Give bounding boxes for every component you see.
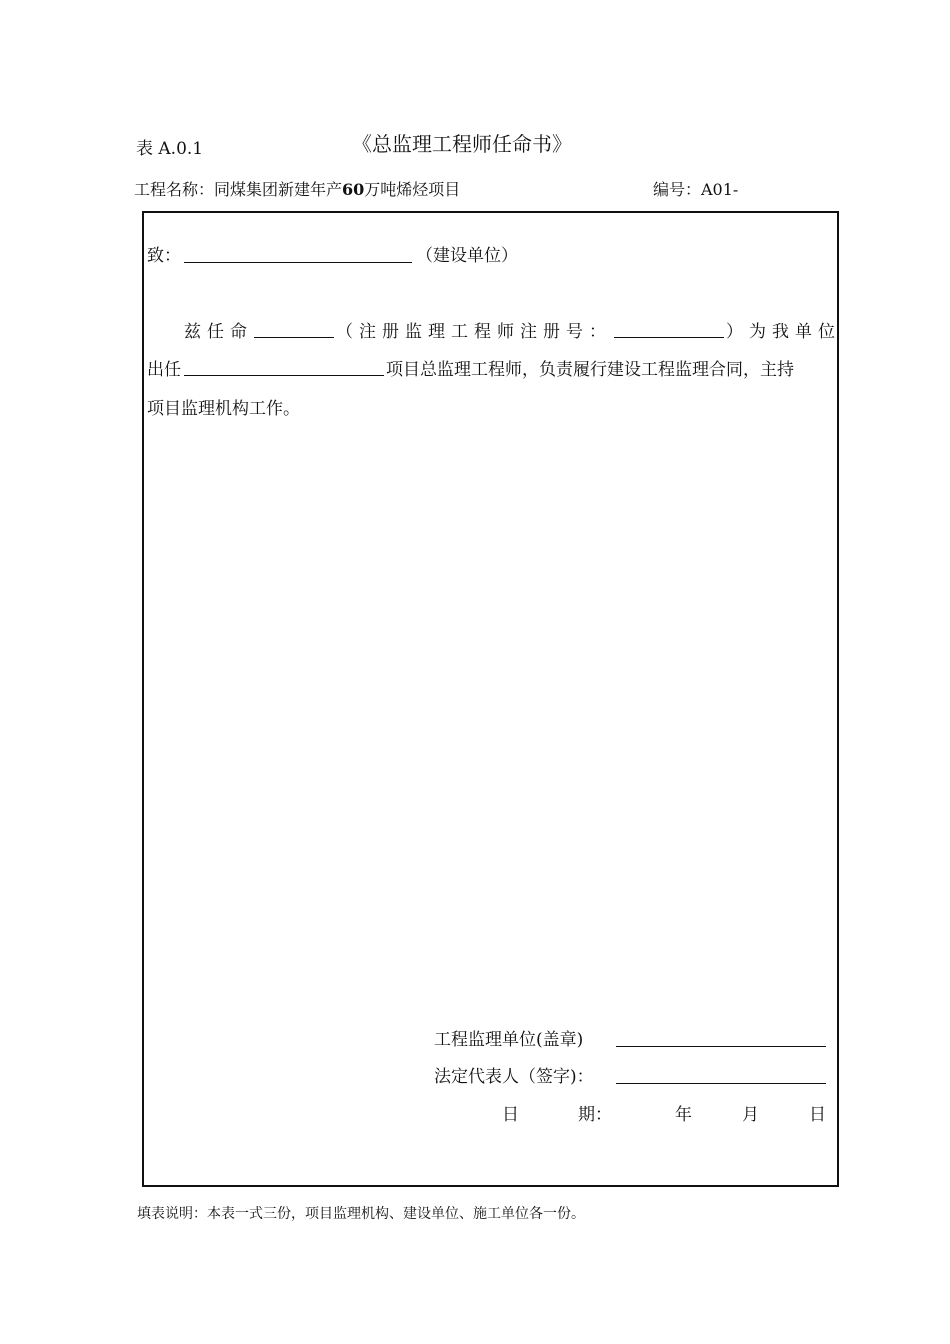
table-number: 表 A.0.1 <box>136 139 204 159</box>
project-label: 工程名称：同煤集团新建年产 <box>134 180 343 199</box>
supervision-unit-blank[interactable] <box>616 1046 826 1047</box>
appoint-line2-suffix: 项目总监理工程师，负责履行建设工程监理合同，主持 <box>386 360 794 380</box>
date-day: 日 <box>809 1105 826 1125</box>
form-frame <box>142 211 839 1187</box>
appoint-line3: 项目监理机构工作。 <box>147 399 300 419</box>
engineer-name-blank[interactable] <box>254 337 334 338</box>
project-blank[interactable] <box>184 375 384 376</box>
appoint-line2-prefix: 出任 <box>147 360 181 380</box>
supervision-unit-label: 工程监理单位(盖章) <box>434 1030 584 1050</box>
to-blank[interactable] <box>184 262 412 263</box>
legal-rep-blank[interactable] <box>616 1083 826 1084</box>
to-label: 致： <box>147 246 181 266</box>
document-title: 《总监理工程师任命书》 <box>352 132 572 156</box>
project-name <box>134 177 460 200</box>
document-code: 编号：A01- <box>653 180 739 199</box>
appoint-text-1: 兹任命 <box>184 322 253 342</box>
date-label-2: 期： <box>578 1105 612 1125</box>
project-number: 60 <box>342 180 365 199</box>
registration-no-blank[interactable] <box>614 337 724 338</box>
appoint-text-2: （注册监理工程师注册号： <box>336 322 612 342</box>
project-suffix: 万吨烯烃项目 <box>364 180 461 199</box>
footer-note: 填表说明：本表一式三份，项目监理机构、建设单位、施工单位各一份。 <box>137 1206 585 1222</box>
to-suffix: （建设单位） <box>416 246 518 266</box>
date-label-1: 日 <box>502 1105 519 1125</box>
legal-rep-label: 法定代表人（签字)： <box>434 1067 594 1087</box>
appoint-text-3: ）为我单位 <box>726 322 841 342</box>
date-year: 年 <box>675 1105 692 1125</box>
date-month: 月 <box>742 1105 759 1125</box>
